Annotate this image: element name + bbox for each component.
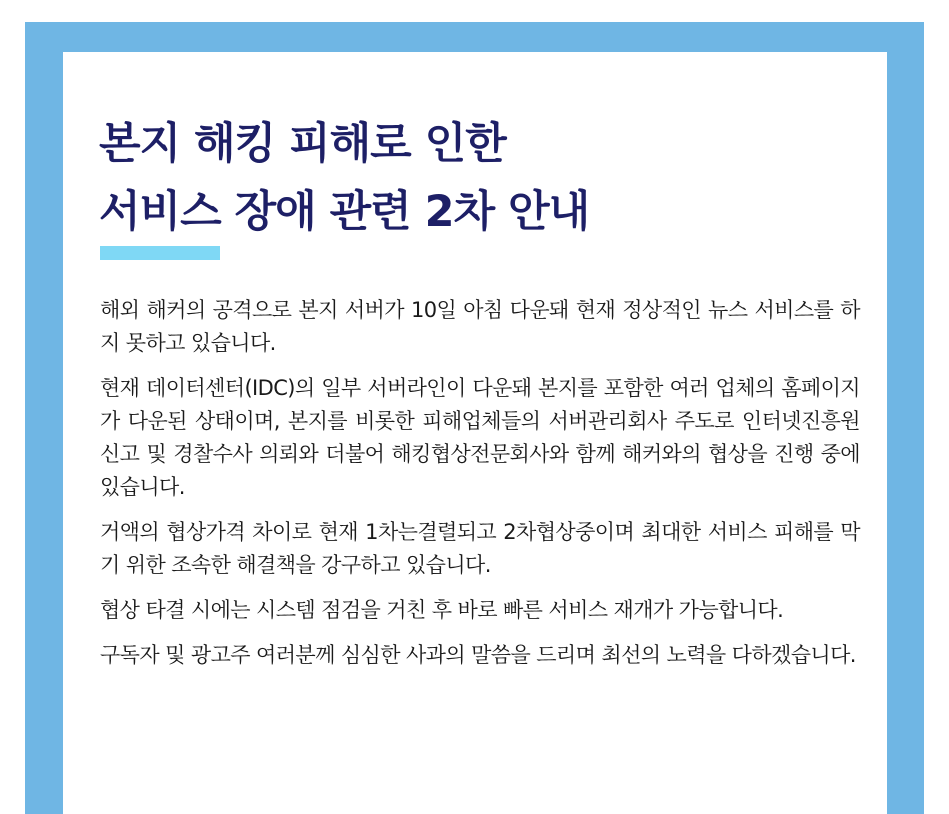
notice-body: [100, 294, 860, 684]
notice-title-line-2: 서비스 장애 관련 2차 안내: [99, 187, 590, 237]
notice-title: [99, 110, 589, 246]
notice-panel: [63, 52, 887, 814]
notice-paragraph-2: 현재 데이터센터(IDC)의 일부 서버라인이 다운돼 본지를 포함한 여러 업체의 홈페이지가 다운된 상태이며, 본지를 비롯한 피해업체들의 서버관리회사 주도로 인터넷진흥원 신고 및 경찰수사 의뢰와 더불어 해킹협상전문회사와 함께 해커와의 협상을 진행 중에 있습니다.: [100, 376, 860, 499]
notice-paragraph-4: 협상 타결 시에는 시스템 점검을 거친 후 바로 빠른 서비스 재개가 가능합니다.: [100, 598, 784, 622]
notice-paragraph-1: 해외 해커의 공격으로 본지 서버가 10일 아침 다운돼 현재 정상적인 뉴스 서비스를 하지 못하고 있습니다.: [100, 298, 860, 355]
notice-paragraph-3: 거액의 협상가격 차이로 현재 1차는결렬되고 2차협상중이며 최대한 서비스 피해를 막기 위한 조속한 해결책을 강구하고 있습니다.: [100, 520, 860, 577]
cropped-header-fragment: [0, 0, 949, 22]
notice-paragraph-5: 구독자 및 광고주 여러분께 심심한 사과의 말씀을 드리며 최선의 노력을 다하겠습니다.: [100, 643, 856, 667]
notice-title-line-1: 본지 해킹 피해로 인한: [99, 119, 506, 169]
notice-frame: [25, 22, 924, 814]
title-accent-bar: [100, 246, 220, 260]
